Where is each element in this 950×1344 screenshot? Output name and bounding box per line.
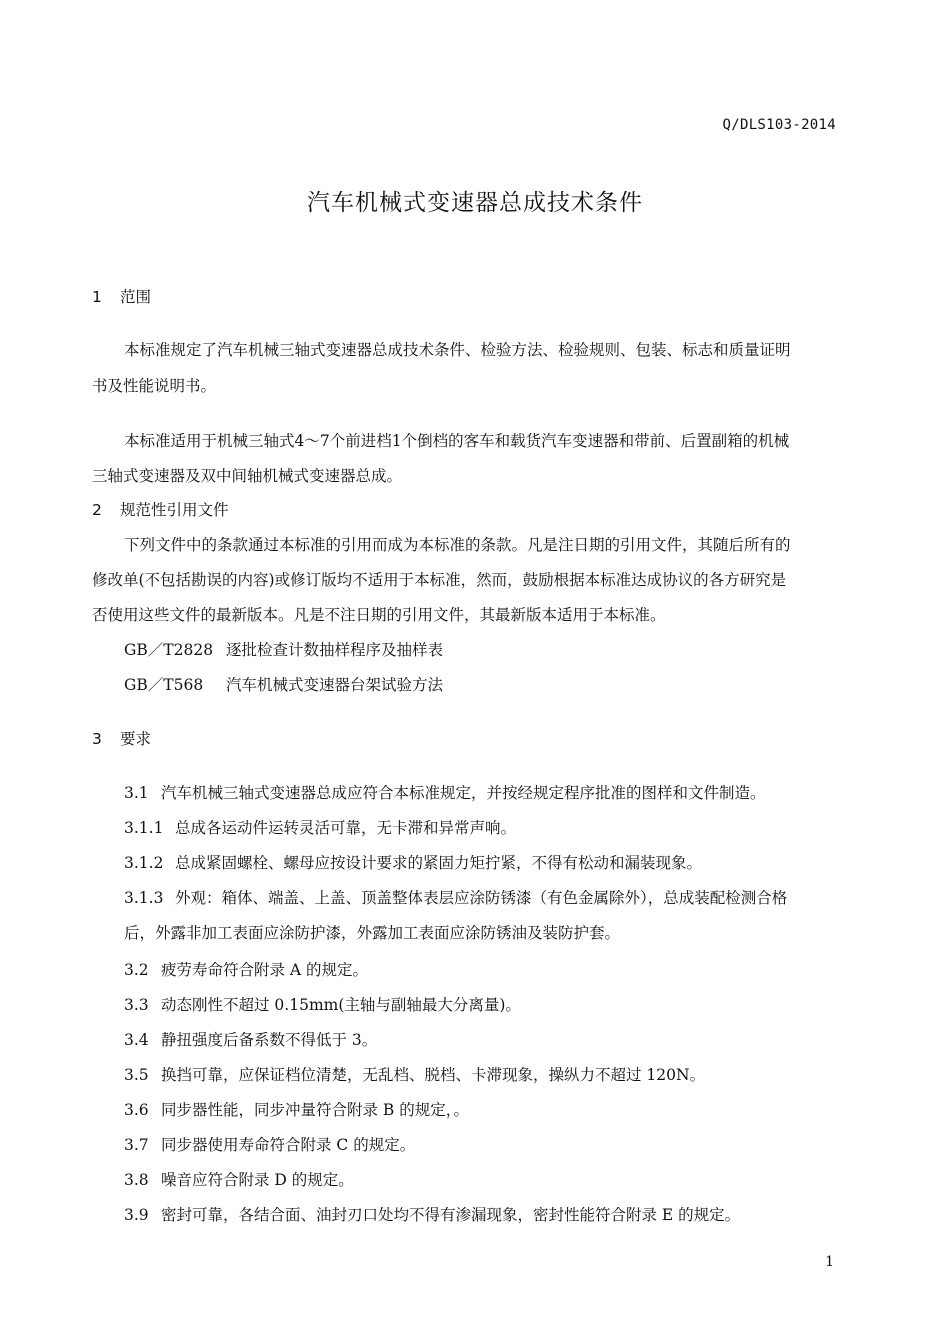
clause-number: 3.9 <box>124 1206 149 1224</box>
clause <box>124 993 521 1015</box>
section-number: 3 <box>92 730 102 748</box>
clause-text: 总成紧固螺栓、螺母应按设计要求的紧固力矩拧紧，不得有松动和漏装现象。 <box>175 854 703 872</box>
clause-number: 3.1.3 <box>124 889 164 907</box>
section-title: 规范性引用文件 <box>120 501 229 519</box>
reference-code: GB／T568 <box>124 676 204 694</box>
normative-reference <box>124 638 443 660</box>
clause <box>124 851 702 873</box>
paragraph-line: 书及性能说明书。 <box>92 377 217 395</box>
normative-reference <box>124 673 443 695</box>
clause-text: 总成各运动件运转灵活可靠，无卡滞和异常声响。 <box>175 819 517 837</box>
clause-text: 疲劳寿命符合附录 A 的规定。 <box>161 961 369 979</box>
clause-number: 3.1.2 <box>124 854 164 872</box>
clause <box>124 1133 415 1155</box>
clause-text: 同步器使用寿命符合附录 C 的规定。 <box>161 1136 416 1154</box>
section-2-heading <box>92 498 229 520</box>
clause <box>124 886 787 908</box>
section-number: 2 <box>92 501 102 519</box>
clause-text: 汽车机械三轴式变速器总成应符合本标准规定，并按经规定程序批准的图样和文件制造。 <box>161 784 766 802</box>
clause-text: 同步器性能，同步冲量符合附录 B 的规定，。 <box>161 1101 469 1119</box>
paragraph-line: 本标准适用于机械三轴式4～7个前进档1个倒档的客车和载货汽车变速器和带前、后置副箱的机械 <box>124 432 790 450</box>
page-number: 1 <box>825 1254 834 1270</box>
reference-title: 汽车机械式变速器台架试验方法 <box>226 676 444 694</box>
clause-text: 静扭强度后备系数不得低于 3。 <box>161 1031 378 1049</box>
paragraph-line: 下列文件中的条款通过本标准的引用而成为本标准的条款。凡是注日期的引用文件，其随后所有的 <box>124 536 791 554</box>
clause-number: 3.3 <box>124 996 149 1014</box>
clause-number: 3.6 <box>124 1101 149 1119</box>
clause <box>124 1168 354 1190</box>
section-1-heading <box>92 285 151 307</box>
paragraph-line: 本标准规定了汽车机械三轴式变速器总成技术条件、检验方法、检验规则、包装、标志和质量证明 <box>124 341 791 359</box>
section-number: 1 <box>92 288 102 306</box>
clause <box>124 958 368 980</box>
paragraph-line: 修改单(不包括勘误的内容)或修订版均不适用于本标准，然而，鼓励根据本标准达成协议的各方研究是 <box>92 571 787 589</box>
clause-text: 密封可靠，各结合面、油封刃口处均不得有渗漏现象，密封性能符合附录 E 的规定。 <box>161 1206 741 1224</box>
section-title: 要求 <box>120 730 152 748</box>
clause-number: 3.8 <box>124 1171 149 1189</box>
section-3-heading <box>92 727 151 749</box>
clause-number: 3.2 <box>124 961 149 979</box>
clause <box>124 816 516 838</box>
document-code: Q/DLS103-2014 <box>722 117 836 133</box>
clause <box>124 781 766 803</box>
reference-code: GB／T2828 <box>124 641 214 659</box>
clause-number: 3.1 <box>124 784 149 802</box>
clause <box>124 1063 705 1085</box>
clause <box>124 1098 469 1120</box>
clause-number: 3.4 <box>124 1031 149 1049</box>
clause <box>124 1028 377 1050</box>
section-title: 范围 <box>120 288 152 306</box>
clause-text: 换挡可靠，应保证档位清楚，无乱档、脱档、卡滞现象，操纵力不超过 120N。 <box>161 1066 706 1084</box>
clause-text: 噪音应符合附录 D 的规定。 <box>161 1171 354 1189</box>
clause <box>124 1203 740 1225</box>
reference-title: 逐批检查计数抽样程序及抽样表 <box>226 641 444 659</box>
clause-continuation: 后，外露非加工表面应涂防护漆，外露加工表面应涂防锈油及装防护套。 <box>124 924 621 942</box>
document-title: 汽车机械式变速器总成技术条件 <box>307 190 643 216</box>
clause-number: 3.1.1 <box>124 819 164 837</box>
clause-text: 外观：箱体、端盖、上盖、顶盖整体表层应涂防锈漆（有色金属除外），总成装配检测合格 <box>175 889 788 907</box>
paragraph-line: 三轴式变速器及双中间轴机械式变速器总成。 <box>92 467 403 485</box>
clause-text: 动态刚性不超过 0.15mm(主轴与副轴最大分离量)。 <box>161 996 521 1014</box>
clause-number: 3.5 <box>124 1066 149 1084</box>
paragraph-line: 否使用这些文件的最新版本。凡是不注日期的引用文件，其最新版本适用于本标准。 <box>92 606 666 624</box>
clause-number: 3.7 <box>124 1136 149 1154</box>
